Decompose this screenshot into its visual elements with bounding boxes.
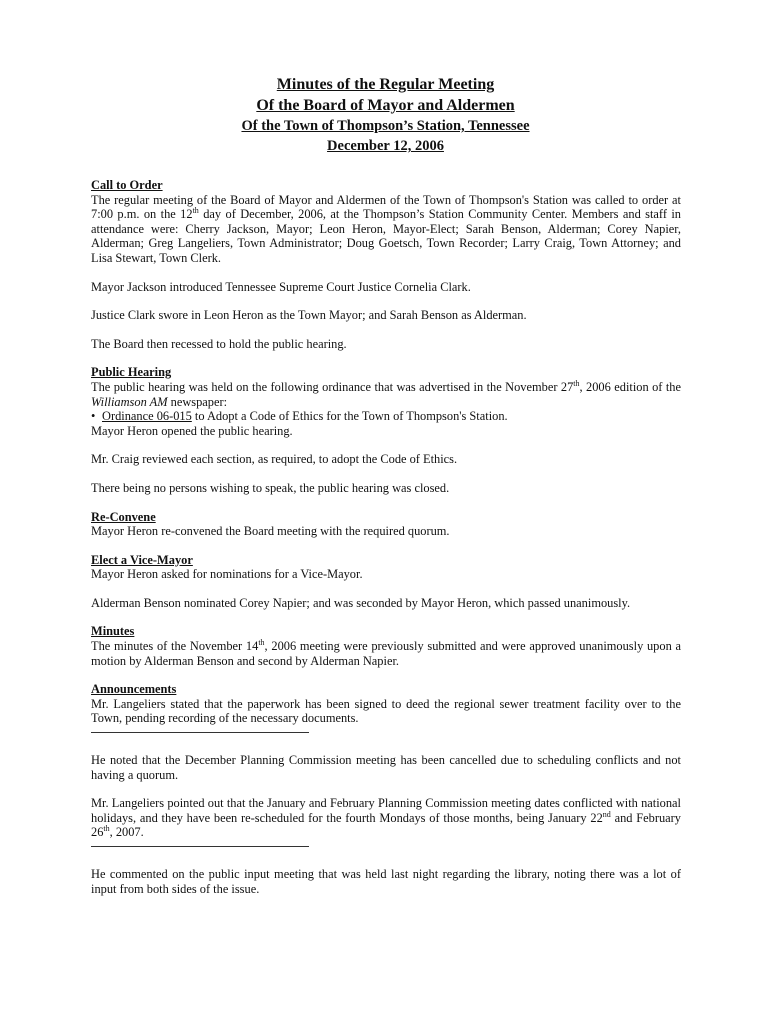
separator-rule	[91, 732, 309, 733]
heading-call-to-order: Call to Order	[91, 178, 163, 192]
title-line-2: Of the Board of Mayor and Aldermen	[256, 97, 515, 114]
section-call-to-order	[91, 178, 681, 351]
text-run: Mr. Langeliers pointed out that the January and February Planning Commission meeting dates conflicted with national holidays, and they have been re-scheduled for the fourth Mondays of those months, being January 22	[91, 796, 681, 825]
text-run: day of December, 2006, at the Thompson’s Station Community Center. Members and staff in attendance were: Cherry Jackson, Mayor; Leon Heron, Mayor-Elect; Sarah Benson, Alderman; Corey Napier, Alderman; Greg Langeliers, Town Administrator; Doug Goetsch, Town Recorder; Larry Craig, Town Attorney; and Lisa Stewart, Town Clerk.	[91, 207, 681, 265]
superscript: nd	[602, 809, 611, 819]
section-reconvene	[91, 510, 681, 539]
superscript: th	[192, 206, 199, 216]
paragraph-sewer-facility: Mr. Langeliers stated that the paperwork has been signed to deed the regional sewer treatment facility over to the Town, pending recording of the necessary documents.	[91, 696, 681, 726]
heading-reconvene: Re-Convene	[91, 509, 156, 524]
paragraph-code-review: Mr. Craig reviewed each section, as required, to adopt the Code of Ethics.	[91, 452, 458, 467]
ordinance-bullet-item	[91, 409, 681, 424]
superscript: th	[573, 378, 580, 388]
document-title	[90, 74, 681, 156]
section-minutes	[91, 624, 681, 668]
section-public-hearing	[91, 365, 681, 495]
heading-announcements: Announcements	[91, 682, 177, 697]
paragraph-planning-cancelled: He noted that the December Planning Commission meeting has been cancelled due to scheduling conflicts and not having a quorum.	[91, 753, 681, 782]
paragraph-introduction: Mayor Jackson introduced Tennessee Supreme Court Justice Cornelia Clark.	[91, 279, 471, 294]
document-page	[91, 74, 681, 896]
public-hearing-paragraph	[91, 380, 681, 409]
paragraph-reconvene: Mayor Heron re-convened the Board meeting with the required quorum.	[91, 524, 450, 539]
paragraph-nominations: Mayor Heron asked for nominations for a Vice-Mayor.	[91, 567, 363, 582]
section-vice-mayor	[91, 553, 681, 611]
text-run: , 2007.	[109, 825, 144, 840]
paragraph-library-input: He commented on the public input meeting that was held last night regarding the library, noting there was a lot of input from both sides of the issue.	[91, 867, 681, 896]
heading-minutes: Minutes	[91, 624, 135, 639]
paragraph-rescheduled-dates	[91, 796, 681, 840]
title-line-1: Minutes of the Regular Meeting	[276, 76, 495, 93]
text-run: and February 26	[91, 810, 681, 840]
text-run: to Adopt a Code of Ethics for the Town of Thompson's Station.	[191, 409, 508, 424]
paragraph-minutes-approval	[91, 639, 681, 668]
paragraph-recess: The Board then recessed to hold the public hearing.	[91, 336, 347, 351]
superscript: th	[103, 824, 110, 834]
section-announcements	[91, 682, 681, 896]
paragraph-hearing-closed: There being no persons wishing to speak, the public hearing was closed.	[91, 480, 450, 495]
title-date: December 12, 2006	[327, 138, 444, 154]
text-run: The regular meeting of the Board of Mayor and Aldermen of the Town of Thompson's Station was called to order at 7:00 p.m. on the 12	[91, 192, 681, 222]
separator-rule	[91, 846, 309, 847]
text-run: , 2006 edition of the	[579, 379, 681, 394]
heading-public-hearing: Public Hearing	[91, 365, 172, 380]
text-run: The public hearing was held on the following ordinance that was advertised in the November 27	[91, 379, 574, 394]
text-run: The minutes of the November 14	[91, 639, 259, 654]
superscript: th	[258, 637, 265, 647]
text-run: , 2006 meeting were previously submitted and were approved unanimously upon a motion by Alderman Benson and second by Alderman Napier.	[91, 639, 682, 668]
paragraph-opened-hearing: Mayor Heron opened the public hearing.	[91, 423, 293, 438]
paragraph-swearing-in: Justice Clark swore in Leon Heron as the Town Mayor; and Sarah Benson as Alderman.	[91, 308, 527, 323]
text-run: newspaper:	[167, 394, 228, 409]
bullet-icon: •	[91, 409, 96, 424]
paragraph-nomination-result: Alderman Benson nominated Corey Napier; and was seconded by Mayor Heron, which passed unanimously.	[91, 595, 631, 610]
title-line-3: Of the Town of Thompson’s Station, Tennessee	[241, 118, 530, 134]
ordinance-link: Ordinance 06-015	[102, 409, 192, 424]
call-to-order-paragraph	[91, 193, 681, 266]
heading-vice-mayor: Elect a Vice-Mayor	[91, 552, 193, 567]
newspaper-name: Williamson AM	[91, 394, 168, 409]
